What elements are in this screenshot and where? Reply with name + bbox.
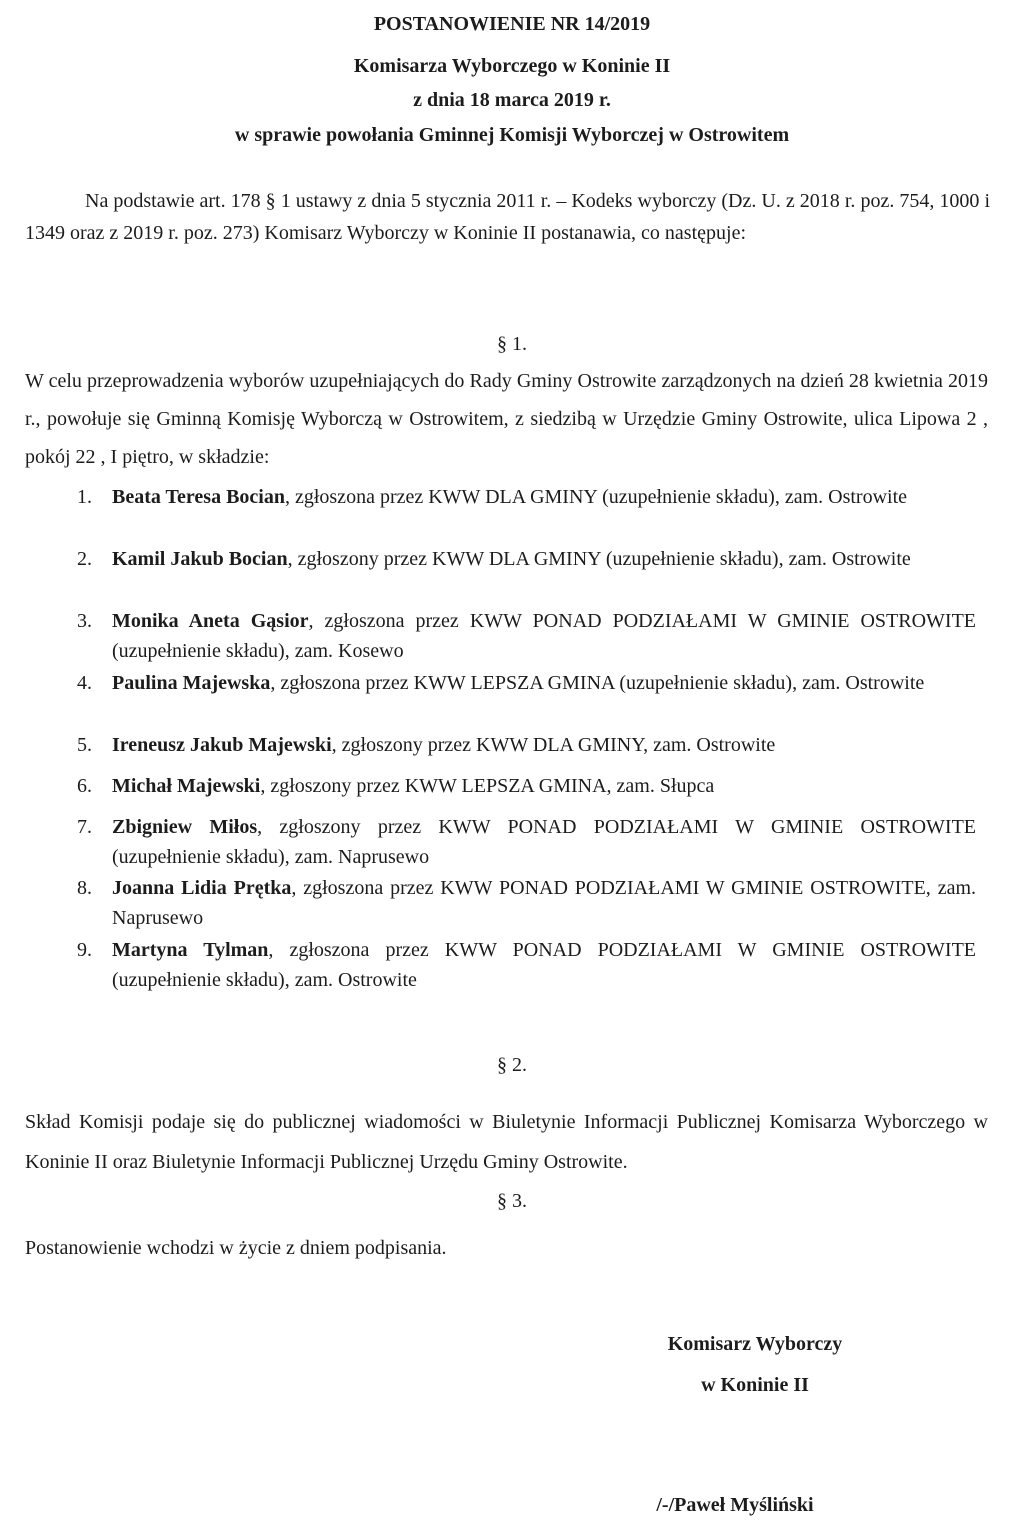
list-item	[66, 771, 976, 801]
section-3-mark: § 3.	[497, 1190, 527, 1212]
member-number: 9.	[77, 939, 92, 961]
member-number: 2.	[77, 548, 92, 570]
member-name: Paulina Majewska	[112, 672, 271, 694]
member-name: Martyna Tylman	[112, 939, 269, 961]
member-details: , zgłoszony przez KWW LEPSZA GMINA, zam. Słupca	[260, 775, 715, 797]
section-1-mark: § 1.	[497, 333, 527, 355]
member-number: 7.	[77, 816, 92, 838]
member-name: Beata Teresa Bocian	[112, 486, 285, 508]
member-details: , zgłoszona przez KWW PONAD PODZIAŁAMI W GMINIE OSTROWITE (uzupełnienie składu), zam. Kosewo	[112, 610, 977, 662]
section-2-mark: § 2.	[497, 1054, 527, 1076]
member-details: , zgłoszony przez KWW DLA GMINY (uzupełnienie składu), zam. Ostrowite	[287, 548, 911, 570]
document-issuer: Komisarza Wyborczego w Koninie II	[353, 55, 671, 77]
member-details: , zgłoszona przez KWW LEPSZA GMINA (uzupełnienie składu), zam. Ostrowite	[270, 672, 925, 694]
member-details: , zgłoszona przez KWW PONAD PODZIAŁAMI W GMINIE OSTROWITE (uzupełnienie składu), zam. Ostrowite	[112, 939, 976, 991]
member-number: 1.	[77, 486, 92, 508]
signature-name: /-/Paweł Myśliński	[656, 1494, 814, 1516]
list-item	[66, 668, 976, 698]
member-details: , zgłoszona przez KWW PONAD PODZIAŁAMI W GMINIE OSTROWITE, zam. Naprusewo	[112, 877, 976, 929]
member-number: 8.	[77, 877, 92, 899]
member-details: , zgłoszony przez KWW PONAD PODZIAŁAMI W GMINIE OSTROWITE (uzupełnienie składu), zam. Naprusewo	[112, 816, 977, 868]
member-name: Joanna Lidia Prętka	[112, 877, 292, 899]
signature-office: w Koninie II	[701, 1374, 809, 1396]
document-title: POSTANOWIENIE NR 14/2019	[373, 13, 651, 35]
document-date: z dnia 18 marca 2019 r.	[413, 89, 611, 111]
list-item	[66, 606, 976, 666]
list-item	[66, 544, 976, 574]
member-name: Kamil Jakub Bocian	[112, 548, 288, 570]
list-item	[66, 935, 976, 995]
member-name: Zbigniew Miłos	[112, 816, 258, 838]
member-name: Michał Majewski	[112, 775, 261, 797]
member-number: 6.	[77, 775, 92, 797]
list-item	[66, 873, 976, 933]
list-item	[66, 812, 976, 872]
document-subject: w sprawie powołania Gminnej Komisji Wyborczej w Ostrowitem	[234, 124, 790, 146]
member-details: , zgłoszona przez KWW DLA GMINY (uzupełnienie składu), zam. Ostrowite	[284, 486, 907, 508]
member-name: Monika Aneta Gąsior	[112, 610, 309, 632]
list-item	[66, 730, 976, 760]
member-number: 4.	[77, 672, 92, 694]
member-name: Ireneusz Jakub Majewski	[112, 734, 332, 756]
signature-title: Komisarz Wyborczy	[667, 1333, 843, 1355]
section-1-text: W celu przeprowadzenia wyborów uzupełniających do Rady Gminy Ostrowite zarządzonych na dzień 28 kwietnia 2019 r., powołuje się Gminną Komisję Wyborczą w Ostrowitem, z siedzibą w Urzędzie Gminy Ostrowite, ulica Lipowa 2 , pokój 22 , I piętro, w składzie:	[25, 370, 988, 468]
member-details: , zgłoszony przez KWW DLA GMINY, zam. Ostrowite	[331, 734, 776, 756]
list-item	[66, 482, 976, 512]
member-number: 3.	[77, 610, 92, 632]
member-number: 5.	[77, 734, 92, 756]
section-3-text: Postanowienie wchodzi w życie z dniem podpisania.	[25, 1237, 447, 1259]
preamble: Na podstawie art. 178 § 1 ustawy z dnia 5 stycznia 2011 r. – Kodeks wyborczy (Dz. U. z 2018 r. poz. 754, 1000 i 1349 oraz z 2019 r. poz. 273) Komisarz Wyborczy w Koninie II postanawia, co następuje:	[25, 190, 990, 244]
section-2-text: Skład Komisji podaje się do publicznej wiadomości w Biuletynie Informacji Publicznej Komisarza Wyborczego w Koninie II oraz Biuletynie Informacji Publicznej Urzędu Gminy Ostrowite.	[25, 1111, 988, 1173]
